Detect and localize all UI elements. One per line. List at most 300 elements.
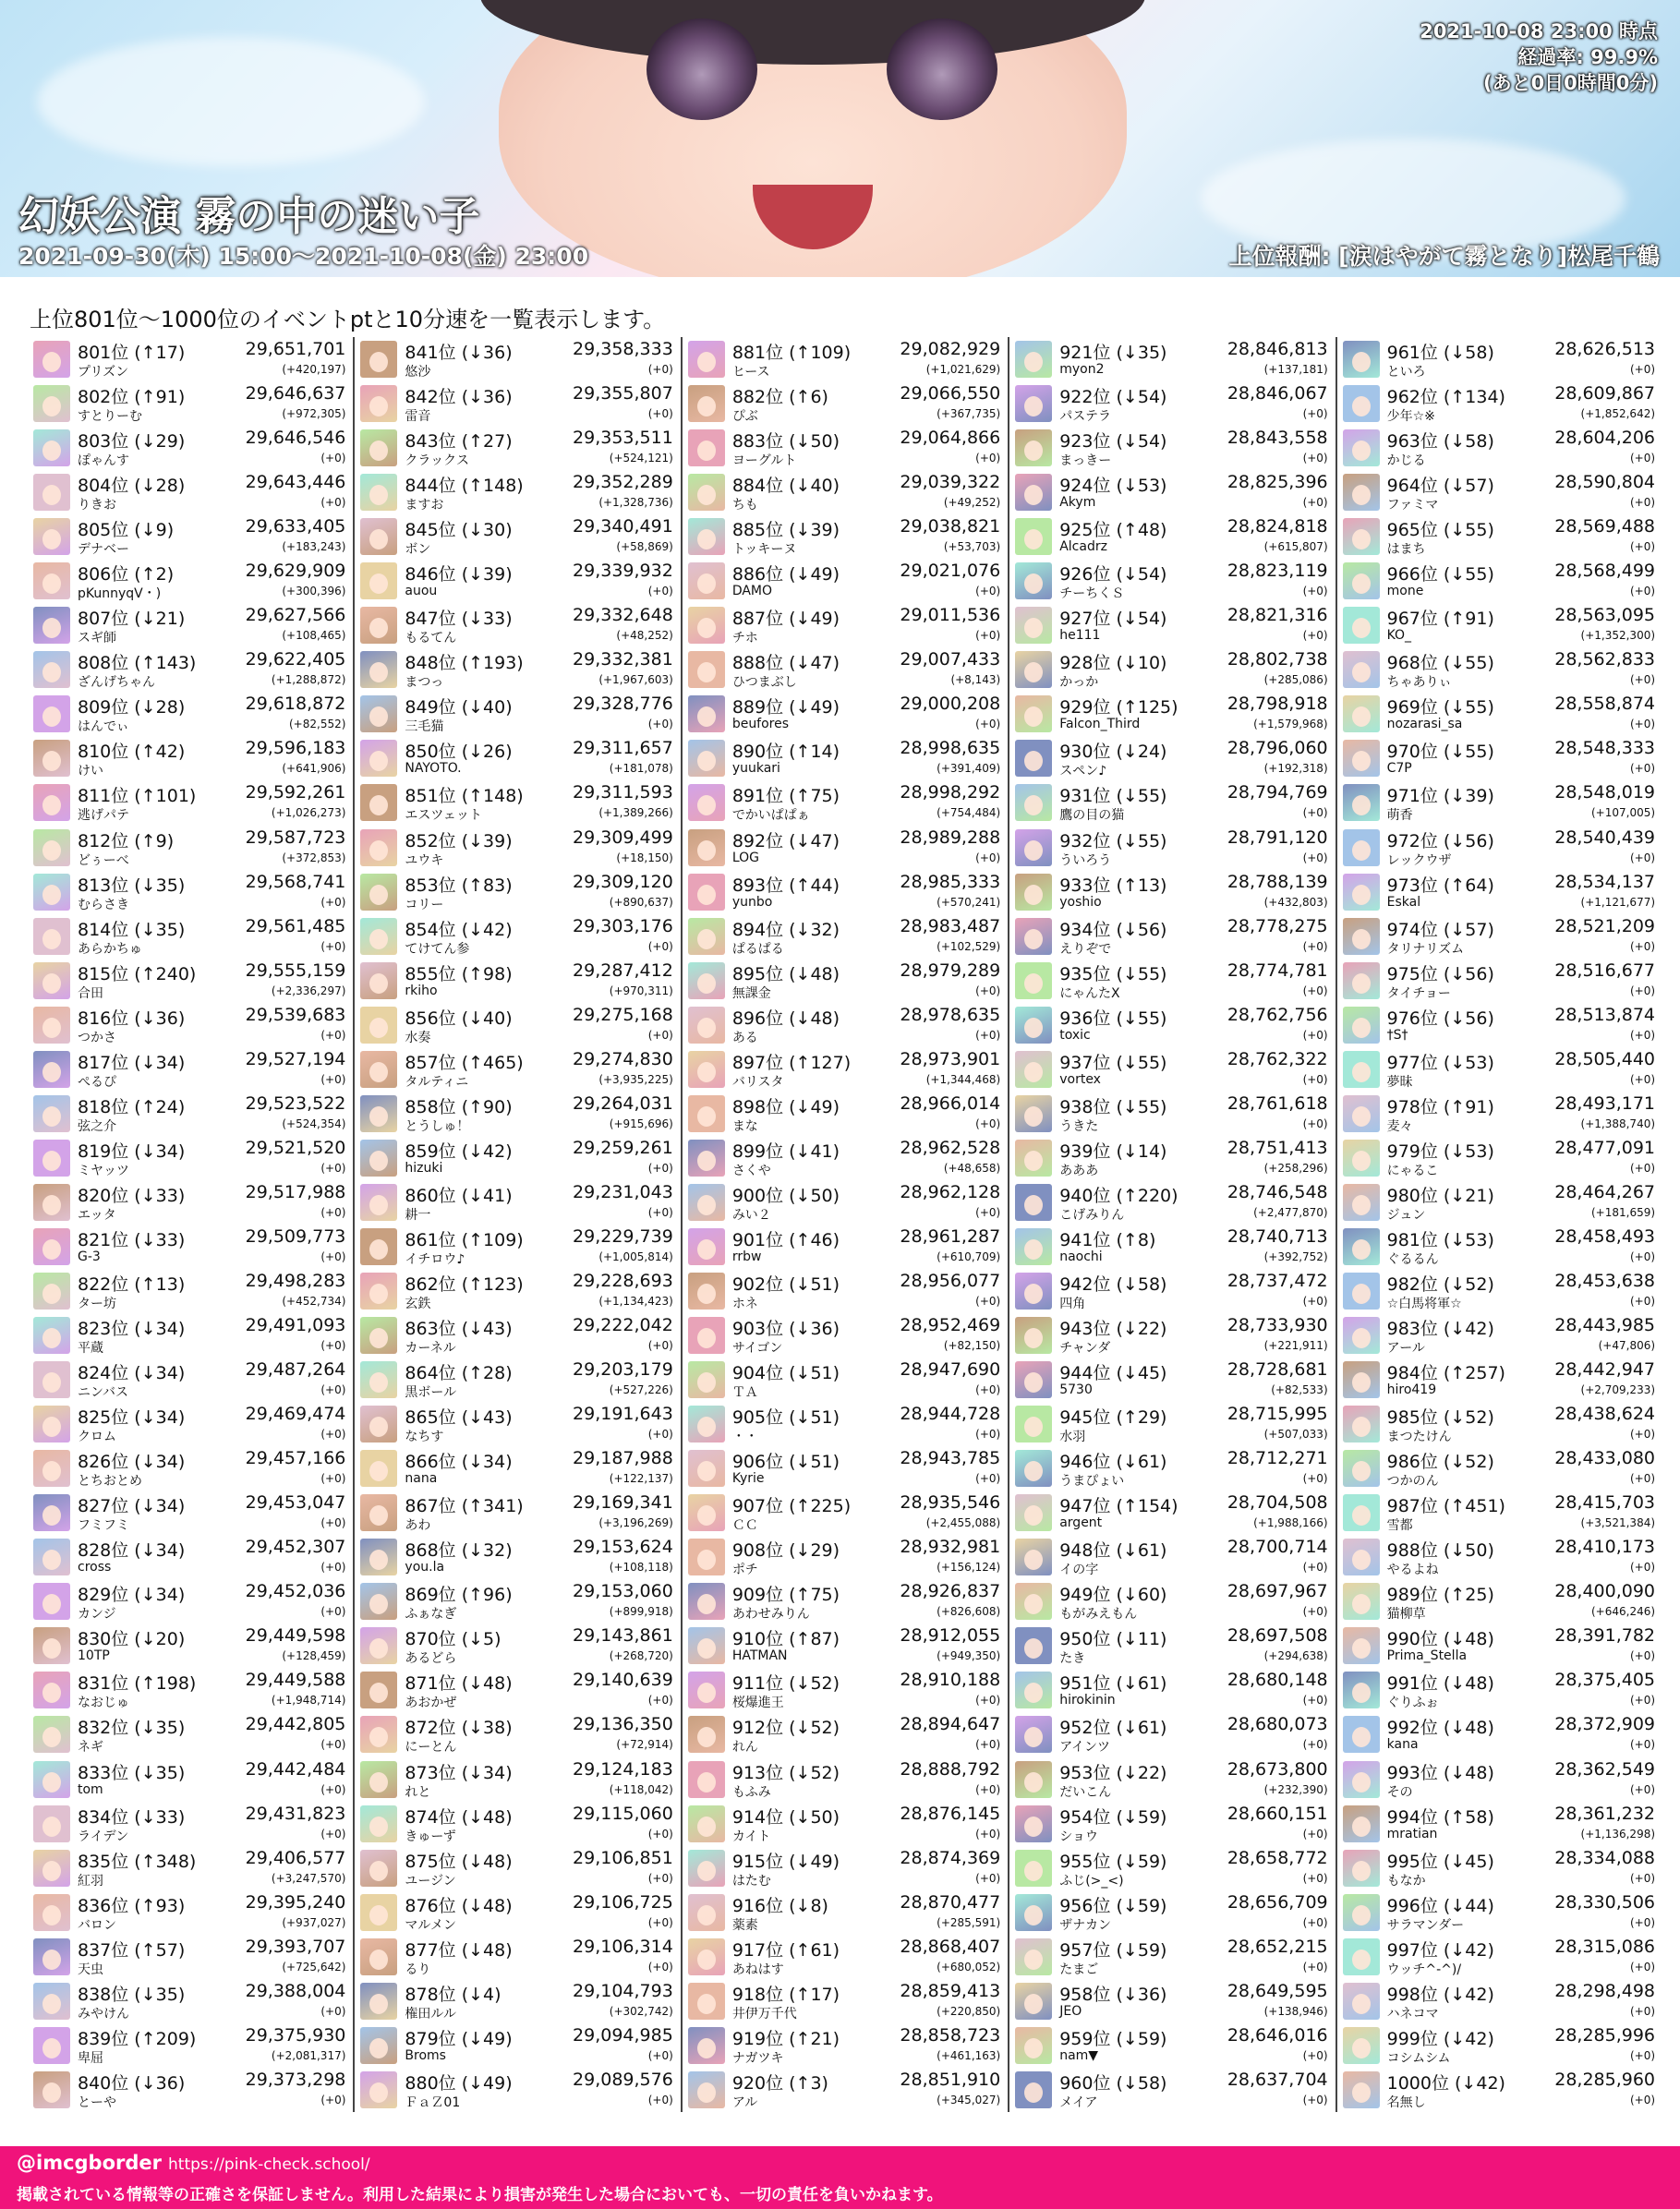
- entry-info: [1387, 472, 1657, 513]
- rank-label: 890位 (↑14): [731, 742, 840, 763]
- avatar: [1343, 829, 1380, 866]
- rank-label: 979位 (↓53): [1386, 1141, 1494, 1162]
- rank-label: 997位 (↓42): [1386, 1939, 1494, 1961]
- avatar: [688, 829, 725, 866]
- producer-name: ふぁなぎ: [405, 1607, 457, 1623]
- ranking-entry: [360, 1757, 674, 1802]
- avatar: [688, 474, 725, 511]
- entry-info: [1059, 1625, 1329, 1666]
- ten-minute-speed: (+0): [1302, 585, 1328, 598]
- event-points: 28,794,769: [1227, 782, 1328, 803]
- rank-label: 917位 (↑61): [731, 1939, 840, 1961]
- rank-label: 941位 (↑8): [1059, 1229, 1156, 1250]
- avatar: [360, 784, 397, 821]
- producer-name: パステラ: [1059, 409, 1111, 425]
- rank-label: 948位 (↓61): [1059, 1540, 1167, 1562]
- ranking-entry: [1015, 1712, 1329, 1756]
- rank-label: 970位 (↓55): [1386, 742, 1494, 763]
- rank-label: 870位 (↓5): [405, 1629, 502, 1650]
- rank-label: 974位 (↓57): [1386, 919, 1494, 940]
- entry-info: [78, 1804, 347, 1844]
- ten-minute-speed: (+0): [320, 1072, 346, 1086]
- character-eye-illustration: [887, 18, 997, 120]
- avatar: [1015, 607, 1052, 644]
- ranking-entry: [33, 1979, 347, 2023]
- ten-minute-speed: (+0): [975, 1428, 1001, 1442]
- ten-minute-speed: (+0): [647, 1161, 673, 1175]
- entry-info: [732, 2070, 1002, 2110]
- producer-name: ますお: [405, 498, 444, 513]
- producer-name: フミフミ: [78, 1518, 129, 1534]
- avatar: [33, 1273, 70, 1310]
- ranking-entry: [1015, 1313, 1329, 1358]
- rank-label: 998位 (↓42): [1386, 1984, 1494, 2005]
- entry-info: [1059, 1448, 1329, 1489]
- ranking-entry: [688, 914, 1002, 959]
- ten-minute-speed: (+0): [647, 1915, 673, 1929]
- entry-info: [1059, 1670, 1329, 1710]
- entry-info: [405, 383, 674, 424]
- rank-label: 993位 (↓48): [1386, 1762, 1494, 1783]
- event-points: 28,534,137: [1554, 871, 1656, 892]
- event-points: 28,464,267: [1554, 1181, 1656, 1202]
- producer-name: カイト: [731, 1829, 771, 1844]
- event-points: 29,106,314: [573, 1936, 673, 1957]
- producer-name: あるどら: [405, 1651, 457, 1667]
- event-points: 28,477,091: [1554, 1137, 1656, 1158]
- event-points: 29,353,511: [573, 428, 673, 449]
- entry-info: [732, 1271, 1002, 1311]
- avatar: [1015, 1938, 1052, 1975]
- ranking-entry: [360, 1269, 674, 1313]
- event-points: 28,894,647: [900, 1714, 1001, 1735]
- producer-name: ミヤッツ: [78, 1163, 129, 1178]
- entry-info: [1387, 2070, 1657, 2110]
- ten-minute-speed: (+0): [647, 585, 673, 598]
- producer-name: タイチョー: [1386, 985, 1451, 1001]
- event-points: 29,509,773: [245, 1225, 346, 1247]
- avatar: [360, 607, 397, 644]
- entry-info: [732, 960, 1002, 1001]
- ranking-entry: [1343, 736, 1657, 780]
- producer-name: cross: [78, 1560, 112, 1575]
- producer-name: 卑屈: [78, 2050, 103, 2066]
- producer-name: きゅーず: [405, 1829, 456, 1844]
- ten-minute-speed: (+0): [1629, 1738, 1656, 1752]
- ranking-entry: [688, 1624, 1002, 1668]
- disclaimer: 掲載されている情報等の正確さを保証しません。利用した結果により損害が発生した場合においても、一切の責任を負いかねます。: [17, 2186, 943, 2204]
- entry-info: [732, 916, 1002, 957]
- producer-name: アインツ: [1059, 1740, 1110, 1756]
- event-points: 29,136,350: [573, 1714, 673, 1735]
- event-points: 28,673,800: [1227, 1758, 1328, 1780]
- avatar: [33, 962, 70, 999]
- ten-minute-speed: (+0): [320, 895, 346, 909]
- entry-info: [1387, 1404, 1657, 1444]
- ten-minute-speed: (+2,455,088): [925, 1516, 1001, 1530]
- ten-minute-speed: (+2,336,297): [271, 984, 346, 997]
- avatar: [33, 1450, 70, 1487]
- avatar: [688, 1494, 725, 1531]
- ranking-entry: [33, 1225, 347, 1269]
- ranking-entry: [360, 1624, 674, 1668]
- ranking-entry: [1015, 1402, 1329, 1446]
- event-points: 28,932,981: [900, 1537, 1001, 1558]
- ten-minute-speed: (+0): [1629, 1472, 1656, 1486]
- entry-info: [1387, 649, 1657, 690]
- producer-name: 黒ボール: [405, 1385, 457, 1401]
- avatar: [688, 918, 725, 955]
- ranking-entry: [1343, 1313, 1657, 1358]
- entry-info: [1387, 428, 1657, 468]
- avatar: [1015, 829, 1052, 866]
- ten-minute-speed: (+0): [320, 2004, 346, 2018]
- avatar: [33, 1406, 70, 1442]
- event-points: 29,222,042: [573, 1315, 673, 1336]
- ten-minute-speed: (+0): [1629, 1960, 1656, 1974]
- event-points: 29,622,405: [245, 649, 346, 670]
- rank-label: 914位 (↓50): [731, 1806, 840, 1828]
- event-points: 29,431,823: [245, 1803, 346, 1824]
- producer-name: Broms: [405, 2047, 446, 2063]
- rank-label: 803位 (↓29): [78, 431, 186, 453]
- rank-label: 830位 (↓20): [78, 1629, 186, 1650]
- ranking-entry: [688, 1757, 1002, 1802]
- ranking-entry: [360, 1225, 674, 1269]
- producer-name: 5730: [1059, 1382, 1093, 1398]
- rank-label: 980位 (↓21): [1386, 1185, 1494, 1206]
- rank-label: 820位 (↓33): [78, 1185, 186, 1206]
- ranking-entry: [1015, 1180, 1329, 1225]
- producer-name: ウッチ^-^)/: [1386, 1962, 1462, 1977]
- entry-info: [405, 1315, 674, 1356]
- ten-minute-speed: (+0): [975, 452, 1001, 465]
- avatar: [33, 1539, 70, 1575]
- ten-minute-speed: (+0): [975, 585, 1001, 598]
- ten-minute-speed: (+0): [647, 1028, 673, 1042]
- ranking-entry: [1015, 870, 1329, 914]
- entry-info: [732, 2025, 1002, 2066]
- rank-label: 990位 (↓48): [1386, 1629, 1494, 1650]
- ten-minute-speed: (+1,579,968): [1253, 718, 1328, 731]
- ten-minute-speed: (+0): [975, 1827, 1001, 1841]
- entry-info: [1387, 1005, 1657, 1045]
- avatar: [1015, 1317, 1052, 1354]
- ten-minute-speed: (+0): [1302, 1871, 1328, 1885]
- entry-info: [78, 1049, 347, 1090]
- rank-label: 934位 (↓56): [1059, 919, 1167, 940]
- event-points: 28,846,067: [1227, 383, 1328, 404]
- event-points: 29,094,985: [573, 2024, 673, 2046]
- avatar: [688, 1007, 725, 1044]
- ten-minute-speed: (+367,735): [937, 407, 1001, 421]
- rank-label: 891位 (↑75): [731, 786, 840, 807]
- entry-info: [1059, 1271, 1329, 1311]
- producer-name: にゃるこ: [1386, 1163, 1439, 1178]
- avatar: [1343, 474, 1380, 511]
- ranking-entry: [360, 1579, 674, 1624]
- rank-label: 987位 (↑451): [1386, 1496, 1505, 1517]
- ranking-columns: [28, 337, 1662, 2112]
- producer-name: 悠沙: [405, 365, 431, 380]
- entry-info: [405, 472, 674, 513]
- event-points: 29,038,821: [900, 516, 1001, 537]
- rank-label: 960位 (↓58): [1059, 2072, 1167, 2094]
- avatar: [33, 2027, 70, 2064]
- event-points: 28,563,095: [1554, 605, 1656, 626]
- site-url[interactable]: https://pink-check.school/: [168, 2155, 370, 2174]
- event-points: 28,796,060: [1227, 738, 1328, 759]
- entry-info: [732, 605, 1002, 646]
- producer-name: コリー: [405, 897, 444, 912]
- ranking-entry: [360, 692, 674, 736]
- ten-minute-speed: (+107,005): [1590, 806, 1656, 820]
- entry-info: [78, 1670, 347, 1710]
- avatar: [33, 2071, 70, 2108]
- entry-info: [78, 1005, 347, 1045]
- entry-info: [78, 916, 347, 957]
- producer-name: やるよね: [1386, 1563, 1439, 1578]
- ranking-entry: [1015, 780, 1329, 825]
- avatar: [360, 740, 397, 777]
- ranking-entry: [1343, 1269, 1657, 1313]
- producer-name: Kyrie: [731, 1471, 765, 1487]
- rank-label: 857位 (↑465): [405, 1052, 524, 1073]
- entry-info: [1387, 2025, 1657, 2066]
- ten-minute-speed: (+0): [1302, 806, 1328, 820]
- rank-label: 831位 (↑198): [78, 1673, 197, 1695]
- entry-info: [405, 1981, 674, 2022]
- ranking-column: [683, 337, 1009, 2112]
- avatar: [688, 651, 725, 688]
- entry-info: [1059, 1848, 1329, 1889]
- event-points: 29,517,988: [245, 1181, 346, 1202]
- ranking-entry: [688, 1313, 1002, 1358]
- producer-name: イの字: [1059, 1563, 1099, 1578]
- entry-info: [1387, 339, 1657, 380]
- ten-minute-speed: (+0): [1629, 1649, 1656, 1663]
- producer-name: とーや: [78, 2094, 116, 2110]
- avatar: [688, 1140, 725, 1177]
- producer-name: 猫柳草: [1386, 1607, 1426, 1623]
- ten-minute-speed: (+0): [1302, 939, 1328, 953]
- event-points: 28,762,756: [1227, 1004, 1328, 1025]
- ranking-entry: [360, 1802, 674, 1846]
- ranking-entry: [1015, 1092, 1329, 1136]
- entry-info: [405, 2070, 674, 2110]
- ten-minute-speed: (+138,946): [1263, 2004, 1328, 2018]
- avatar: [1015, 651, 1052, 688]
- producer-name: 雷音: [405, 409, 431, 425]
- timestamp: 2021-10-08 23:00 時点: [1420, 20, 1658, 42]
- ranking-entry: [688, 1269, 1002, 1313]
- entry-info: [78, 1093, 347, 1134]
- avatar: [33, 1716, 70, 1753]
- entry-info: [405, 428, 674, 468]
- entry-info: [405, 649, 674, 690]
- ranking-entry: [360, 826, 674, 870]
- avatar: [688, 562, 725, 599]
- ten-minute-speed: (+294,638): [1263, 1649, 1328, 1663]
- entry-info: [78, 561, 347, 601]
- avatar: [360, 651, 397, 688]
- avatar: [688, 1894, 725, 1931]
- ranking-entry: [33, 1935, 347, 1979]
- rank-label: 953位 (↓22): [1059, 1762, 1167, 1783]
- event-points: 29,328,776: [573, 694, 673, 715]
- time-info: [1420, 18, 1658, 96]
- ranking-entry: [33, 470, 347, 514]
- entry-info: [732, 516, 1002, 557]
- ranking-entry: [688, 1358, 1002, 1402]
- rank-label: 833位 (↓35): [78, 1762, 186, 1783]
- ranking-entry: [33, 337, 347, 381]
- event-points: 28,935,546: [900, 1492, 1001, 1514]
- event-points: 29,287,412: [573, 960, 673, 981]
- ranking-entry: [360, 1712, 674, 1756]
- rank-label: 887位 (↓49): [731, 609, 840, 630]
- event-points: 29,259,261: [573, 1137, 673, 1158]
- twitter-handle[interactable]: @imcgborder: [17, 2152, 163, 2174]
- ranking-entry: [1015, 1225, 1329, 1269]
- ten-minute-speed: (+1,948,714): [271, 1694, 346, 1708]
- event-points: 29,332,381: [573, 649, 673, 670]
- avatar: [1343, 607, 1380, 644]
- ranking-entry: [360, 559, 674, 603]
- rank-label: 879位 (↓49): [405, 2028, 513, 2049]
- ten-minute-speed: (+0): [320, 1738, 346, 1752]
- avatar: [360, 1805, 397, 1842]
- producer-name: nozarasi_sa: [1386, 717, 1463, 732]
- avatar: [33, 1850, 70, 1887]
- entry-info: [1387, 694, 1657, 734]
- producer-name: hizuki: [405, 1160, 443, 1176]
- ten-minute-speed: (+949,350): [937, 1649, 1001, 1663]
- rank-label: 874位 (↓48): [405, 1806, 513, 1828]
- event-points: 29,651,701: [245, 339, 346, 360]
- ranking-entry: [360, 1979, 674, 2023]
- avatar: [1015, 474, 1052, 511]
- entry-info: [78, 516, 347, 557]
- avatar: [1015, 874, 1052, 911]
- ten-minute-speed: (+1,328,736): [598, 496, 673, 510]
- rank-label: 845位 (↓30): [405, 520, 513, 541]
- producer-name: あらかちゅ: [78, 941, 142, 957]
- producer-name: とちおとめ: [78, 1474, 142, 1490]
- ranking-entry: [688, 1979, 1002, 2023]
- producer-name: サイゴン: [731, 1341, 783, 1357]
- ranking-entry: [1343, 1935, 1657, 1979]
- avatar: [360, 1228, 397, 1265]
- entry-info: [405, 1448, 674, 1489]
- rank-label: 951位 (↓61): [1059, 1673, 1167, 1695]
- entry-info: [732, 1138, 1002, 1178]
- ranking-entry: [360, 514, 674, 559]
- event-points: 29,229,739: [573, 1225, 673, 1247]
- event-points: 28,652,215: [1227, 1936, 1328, 1957]
- ranking-entry: [1343, 559, 1657, 603]
- ten-minute-speed: (+72,914): [616, 1738, 673, 1752]
- entry-info: [405, 1892, 674, 1933]
- event-points: 29,633,405: [245, 516, 346, 537]
- event-points: 28,728,681: [1227, 1359, 1328, 1381]
- entry-info: [78, 1537, 347, 1577]
- ranking-entry: [33, 1802, 347, 1846]
- event-points: 28,943,785: [900, 1448, 1001, 1469]
- rank-label: 983位 (↓42): [1386, 1319, 1494, 1340]
- entry-info: [1059, 916, 1329, 957]
- rank-label: 873位 (↓34): [405, 1762, 513, 1783]
- event-points: 28,876,145: [900, 1803, 1001, 1824]
- rank-label: 918位 (↑17): [731, 1984, 840, 2005]
- event-points: 28,998,292: [900, 782, 1001, 803]
- entry-info: [1387, 1670, 1657, 1710]
- event-points: 28,285,996: [1554, 2024, 1656, 2046]
- entry-info: [1059, 339, 1329, 380]
- event-points: 29,153,624: [573, 1537, 673, 1558]
- ten-minute-speed: (+220,850): [937, 2004, 1001, 2018]
- producer-name: ある: [731, 1030, 758, 1045]
- ten-minute-speed: (+1,967,603): [598, 673, 673, 687]
- rank-label: 967位 (↑91): [1386, 609, 1494, 630]
- ranking-entry: [360, 1136, 674, 1180]
- entry-info: [405, 1404, 674, 1444]
- avatar: [360, 1184, 397, 1221]
- producer-name: ぺるぴ: [78, 1074, 116, 1090]
- entry-info: [78, 1404, 347, 1444]
- entry-info: [1059, 1049, 1329, 1090]
- ten-minute-speed: (+0): [1302, 1472, 1328, 1486]
- producer-name: チーちくＳ: [1059, 586, 1125, 602]
- producer-name: yoshio: [1059, 894, 1102, 910]
- ten-minute-speed: (+0): [320, 1028, 346, 1042]
- event-points: 28,540,439: [1554, 827, 1656, 848]
- producer-name: ナガツキ: [731, 2050, 784, 2066]
- ten-minute-speed: (+122,137): [609, 1472, 673, 1486]
- entry-info: [1387, 383, 1657, 424]
- avatar: [33, 1184, 70, 1221]
- entry-info: [78, 1937, 347, 1977]
- ranking-entry: [33, 959, 347, 1003]
- event-points: 28,569,488: [1554, 516, 1656, 537]
- producer-name: カーネル: [405, 1341, 456, 1357]
- rank-label: 851位 (↑148): [405, 786, 524, 807]
- avatar: [33, 1761, 70, 1798]
- ranking-entry: [1343, 1712, 1657, 1756]
- event-points: 29,442,805: [245, 1714, 346, 1735]
- ranking-entry: [33, 1757, 347, 1802]
- producer-name: 逃げパテ: [78, 808, 129, 824]
- producer-name: たき: [1059, 1651, 1086, 1667]
- event-period: 2021-09-30(木) 15:00～2021-10-08(金) 23:00: [18, 243, 589, 270]
- ten-minute-speed: (+507,033): [1263, 1428, 1328, 1442]
- rank-label: 954位 (↓59): [1059, 1806, 1167, 1828]
- producer-name: れん: [731, 1740, 758, 1756]
- rank-label: 911位 (↓52): [731, 1673, 840, 1695]
- producer-name: といろ: [1386, 365, 1426, 380]
- producer-name: Alcadrz: [1059, 539, 1107, 555]
- ten-minute-speed: (+0): [320, 1161, 346, 1175]
- avatar: [360, 874, 397, 911]
- avatar: [360, 1938, 397, 1975]
- entry-info: [78, 1714, 347, 1755]
- ranking-entry: [688, 1003, 1002, 1047]
- event-points: 28,521,209: [1554, 915, 1656, 936]
- producer-name: 麦々: [1386, 1118, 1413, 1134]
- entry-info: [1059, 1759, 1329, 1800]
- ten-minute-speed: (+0): [647, 407, 673, 421]
- rank-label: 969位 (↓55): [1386, 697, 1494, 718]
